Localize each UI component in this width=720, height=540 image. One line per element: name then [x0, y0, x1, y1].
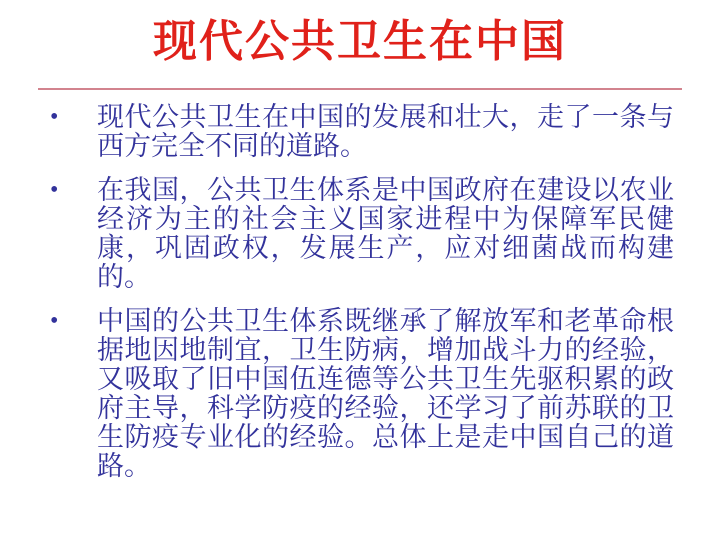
bullet-text: 中国的公共卫生体系既继承了解放军和老革命根据地因地制宜，卫生防病，增加战斗力的经验，又吸取了旧中国伍连德等公共卫生先驱积累的政府主导，科学防疫的经验，还学习了前苏联的卫生防疫专业化的经验。总体上是走中国自己的道路。	[97, 305, 674, 481]
bullet-item	[50, 307, 674, 481]
bullet-text: 在我国，公共卫生体系是中国政府在建设以农业经济为主的社会主义国家进程中为保障军民健康，巩固政权，发展生产，应对细菌战而构建的。	[97, 174, 674, 292]
bullet-item	[50, 176, 674, 292]
title-divider	[38, 88, 682, 90]
bullet-marker-icon: •	[50, 176, 59, 203]
bullet-marker-icon: •	[50, 307, 59, 334]
bullet-marker-icon: •	[50, 103, 59, 130]
bullet-item	[50, 103, 674, 161]
slide-title: 现代公共卫生在中国	[153, 17, 567, 66]
bullet-text: 现代公共卫生在中国的发展和壮大，走了一条与西方完全不同的道路。	[97, 101, 674, 161]
slide-body	[0, 103, 720, 481]
